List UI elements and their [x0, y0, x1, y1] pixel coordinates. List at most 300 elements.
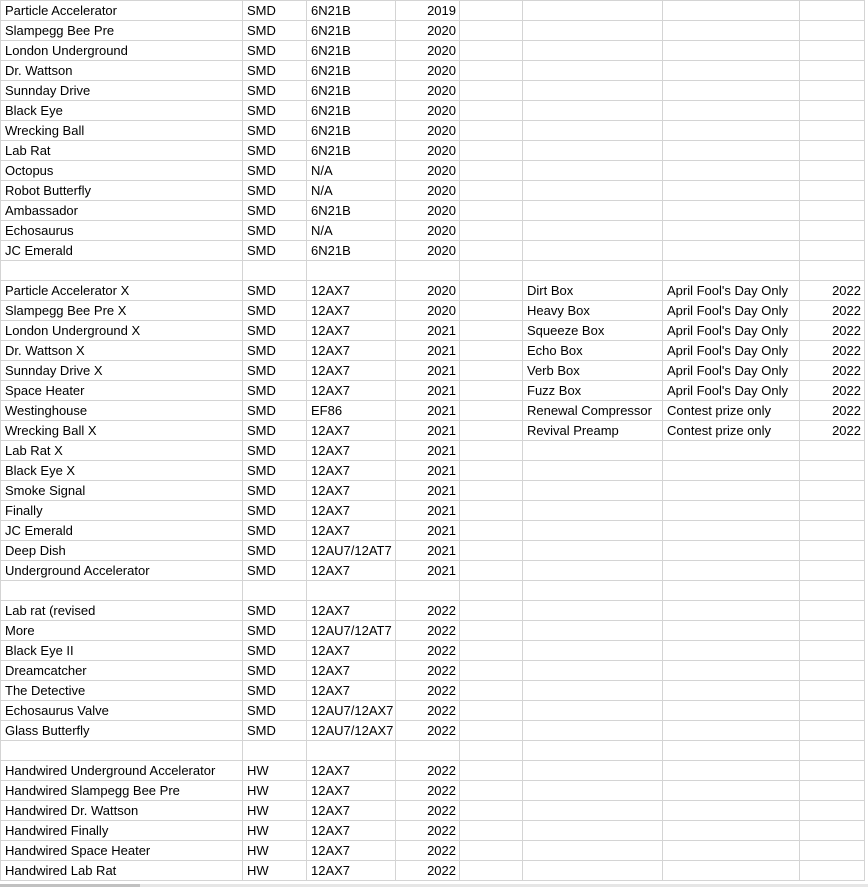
cell-special-name[interactable]	[523, 241, 663, 261]
cell-year[interactable]: 2020	[396, 121, 460, 141]
cell-pedal-name[interactable]: JC Emerald	[1, 241, 243, 261]
cell-year[interactable]: 2021	[396, 501, 460, 521]
cell-build-type[interactable]: SMD	[243, 381, 307, 401]
cell-pedal-name[interactable]: Dreamcatcher	[1, 661, 243, 681]
cell-special-year[interactable]	[800, 581, 865, 601]
cell-special-name[interactable]: Renewal Compressor	[523, 401, 663, 421]
cell-tube-type[interactable]: 12AX7	[307, 841, 396, 861]
cell-special-name[interactable]: Heavy Box	[523, 301, 663, 321]
cell-empty[interactable]	[460, 201, 523, 221]
cell-tube-type[interactable]	[307, 261, 396, 281]
cell-build-type[interactable]: SMD	[243, 201, 307, 221]
cell-pedal-name[interactable]: Black Eye II	[1, 641, 243, 661]
cell-special-name[interactable]	[523, 601, 663, 621]
cell-tube-type[interactable]: 12AU7/12AT7	[307, 621, 396, 641]
cell-empty[interactable]	[460, 21, 523, 41]
cell-tube-type[interactable]: 6N21B	[307, 21, 396, 41]
cell-special-name[interactable]	[523, 681, 663, 701]
cell-pedal-name[interactable]: Echosaurus Valve	[1, 701, 243, 721]
cell-tube-type[interactable]: 12AX7	[307, 341, 396, 361]
cell-special-note[interactable]	[663, 161, 800, 181]
cell-build-type[interactable]: HW	[243, 761, 307, 781]
cell-special-note[interactable]: Contest prize only	[663, 401, 800, 421]
cell-year[interactable]: 2020	[396, 21, 460, 41]
cell-special-note[interactable]	[663, 801, 800, 821]
cell-special-name[interactable]	[523, 801, 663, 821]
cell-special-note[interactable]	[663, 201, 800, 221]
cell-special-year[interactable]: 2022	[800, 341, 865, 361]
cell-special-name[interactable]	[523, 141, 663, 161]
cell-special-name[interactable]: Verb Box	[523, 361, 663, 381]
cell-build-type[interactable]: SMD	[243, 81, 307, 101]
cell-special-name[interactable]	[523, 101, 663, 121]
cell-special-year[interactable]: 2022	[800, 301, 865, 321]
cell-special-year[interactable]	[800, 521, 865, 541]
cell-build-type[interactable]: SMD	[243, 1, 307, 21]
cell-special-note[interactable]	[663, 121, 800, 141]
cell-special-year[interactable]	[800, 541, 865, 561]
cell-empty[interactable]	[460, 861, 523, 881]
cell-special-name[interactable]	[523, 701, 663, 721]
cell-empty[interactable]	[460, 121, 523, 141]
cell-pedal-name[interactable]: JC Emerald	[1, 521, 243, 541]
cell-tube-type[interactable]: 6N21B	[307, 241, 396, 261]
cell-special-year[interactable]: 2022	[800, 361, 865, 381]
cell-empty[interactable]	[460, 501, 523, 521]
cell-year[interactable]	[396, 581, 460, 601]
cell-pedal-name[interactable]: Ambassador	[1, 201, 243, 221]
cell-tube-type[interactable]: 12AX7	[307, 501, 396, 521]
cell-special-year[interactable]	[800, 21, 865, 41]
cell-special-name[interactable]	[523, 461, 663, 481]
cell-year[interactable]: 2022	[396, 861, 460, 881]
cell-tube-type[interactable]: 12AX7	[307, 381, 396, 401]
cell-special-name[interactable]: Revival Preamp	[523, 421, 663, 441]
cell-tube-type[interactable]: 6N21B	[307, 101, 396, 121]
cell-tube-type[interactable]: N/A	[307, 161, 396, 181]
cell-tube-type[interactable]	[307, 581, 396, 601]
cell-special-note[interactable]	[663, 581, 800, 601]
cell-special-note[interactable]	[663, 561, 800, 581]
cell-special-name[interactable]: Fuzz Box	[523, 381, 663, 401]
cell-build-type[interactable]	[243, 581, 307, 601]
cell-year[interactable]: 2019	[396, 1, 460, 21]
cell-build-type[interactable]: SMD	[243, 121, 307, 141]
cell-build-type[interactable]: SMD	[243, 61, 307, 81]
cell-empty[interactable]	[460, 561, 523, 581]
cell-pedal-name[interactable]: Westinghouse	[1, 401, 243, 421]
cell-year[interactable]: 2021	[396, 441, 460, 461]
cell-tube-type[interactable]: 12AX7	[307, 301, 396, 321]
cell-year[interactable]: 2021	[396, 561, 460, 581]
cell-empty[interactable]	[460, 741, 523, 761]
cell-special-name[interactable]	[523, 161, 663, 181]
cell-pedal-name[interactable]: Glass Butterfly	[1, 721, 243, 741]
cell-pedal-name[interactable]: Slampegg Bee Pre X	[1, 301, 243, 321]
cell-special-name[interactable]	[523, 661, 663, 681]
cell-empty[interactable]	[460, 421, 523, 441]
cell-special-note[interactable]	[663, 1, 800, 21]
cell-special-year[interactable]	[800, 801, 865, 821]
cell-empty[interactable]	[460, 701, 523, 721]
cell-tube-type[interactable]: 12AX7	[307, 421, 396, 441]
cell-special-name[interactable]	[523, 221, 663, 241]
cell-tube-type[interactable]: 12AX7	[307, 861, 396, 881]
cell-tube-type[interactable]: 6N21B	[307, 41, 396, 61]
cell-build-type[interactable]: SMD	[243, 141, 307, 161]
cell-build-type[interactable]: SMD	[243, 721, 307, 741]
cell-build-type[interactable]: HW	[243, 841, 307, 861]
cell-empty[interactable]	[460, 161, 523, 181]
cell-special-name[interactable]	[523, 721, 663, 741]
cell-tube-type[interactable]: 12AX7	[307, 801, 396, 821]
cell-empty[interactable]	[460, 441, 523, 461]
cell-special-name[interactable]	[523, 561, 663, 581]
cell-tube-type[interactable]: 12AX7	[307, 821, 396, 841]
cell-special-year[interactable]	[800, 861, 865, 881]
cell-pedal-name[interactable]: Wrecking Ball X	[1, 421, 243, 441]
cell-special-year[interactable]	[800, 121, 865, 141]
cell-year[interactable]: 2022	[396, 761, 460, 781]
cell-special-year[interactable]: 2022	[800, 401, 865, 421]
cell-pedal-name[interactable]: Octopus	[1, 161, 243, 181]
cell-special-name[interactable]	[523, 781, 663, 801]
cell-pedal-name[interactable]: Dr. Wattson X	[1, 341, 243, 361]
cell-pedal-name[interactable]: Echosaurus	[1, 221, 243, 241]
cell-pedal-name[interactable]: Lab rat (revised	[1, 601, 243, 621]
cell-special-name[interactable]	[523, 841, 663, 861]
cell-build-type[interactable]: HW	[243, 821, 307, 841]
cell-build-type[interactable]: SMD	[243, 461, 307, 481]
cell-tube-type[interactable]: 12AU7/12AX7	[307, 701, 396, 721]
cell-special-note[interactable]	[663, 601, 800, 621]
cell-special-note[interactable]	[663, 101, 800, 121]
cell-special-year[interactable]	[800, 41, 865, 61]
cell-special-note[interactable]	[663, 461, 800, 481]
cell-special-year[interactable]	[800, 201, 865, 221]
cell-special-year[interactable]	[800, 441, 865, 461]
cell-special-name[interactable]	[523, 741, 663, 761]
cell-empty[interactable]	[460, 801, 523, 821]
cell-empty[interactable]	[460, 781, 523, 801]
cell-special-year[interactable]	[800, 721, 865, 741]
cell-year[interactable]: 2020	[396, 141, 460, 161]
cell-year[interactable]: 2021	[396, 481, 460, 501]
cell-year[interactable]: 2021	[396, 361, 460, 381]
cell-special-year[interactable]	[800, 741, 865, 761]
cell-special-name[interactable]	[523, 821, 663, 841]
cell-year[interactable]: 2022	[396, 661, 460, 681]
cell-special-name[interactable]	[523, 581, 663, 601]
cell-empty[interactable]	[460, 681, 523, 701]
cell-year[interactable]: 2020	[396, 301, 460, 321]
cell-special-note[interactable]	[663, 261, 800, 281]
cell-build-type[interactable]: SMD	[243, 301, 307, 321]
cell-year[interactable]: 2021	[396, 381, 460, 401]
cell-special-name[interactable]	[523, 81, 663, 101]
cell-special-note[interactable]: April Fool's Day Only	[663, 381, 800, 401]
cell-year[interactable]: 2022	[396, 721, 460, 741]
cell-pedal-name[interactable]: Handwired Slampegg Bee Pre	[1, 781, 243, 801]
cell-special-year[interactable]: 2022	[800, 381, 865, 401]
cell-year[interactable]: 2022	[396, 801, 460, 821]
cell-special-year[interactable]	[800, 661, 865, 681]
cell-special-note[interactable]: April Fool's Day Only	[663, 341, 800, 361]
cell-empty[interactable]	[460, 281, 523, 301]
cell-empty[interactable]	[460, 361, 523, 381]
cell-special-year[interactable]	[800, 81, 865, 101]
cell-tube-type[interactable]: 12AU7/12AT7	[307, 541, 396, 561]
cell-build-type[interactable]	[243, 261, 307, 281]
cell-year[interactable]: 2020	[396, 241, 460, 261]
cell-special-note[interactable]	[663, 181, 800, 201]
cell-empty[interactable]	[460, 81, 523, 101]
cell-special-note[interactable]	[663, 821, 800, 841]
cell-year[interactable]: 2022	[396, 841, 460, 861]
cell-year[interactable]: 2022	[396, 641, 460, 661]
cell-special-name[interactable]	[523, 541, 663, 561]
cell-special-name[interactable]	[523, 61, 663, 81]
cell-empty[interactable]	[460, 641, 523, 661]
cell-year[interactable]: 2020	[396, 201, 460, 221]
cell-empty[interactable]	[460, 541, 523, 561]
cell-year[interactable]: 2021	[396, 421, 460, 441]
cell-special-name[interactable]: Squeeze Box	[523, 321, 663, 341]
cell-tube-type[interactable]: 12AX7	[307, 521, 396, 541]
cell-pedal-name[interactable]: Sunnday Drive X	[1, 361, 243, 381]
cell-special-note[interactable]	[663, 541, 800, 561]
cell-year[interactable]: 2022	[396, 701, 460, 721]
cell-special-note[interactable]	[663, 621, 800, 641]
cell-pedal-name[interactable]: Deep Dish	[1, 541, 243, 561]
cell-special-year[interactable]	[800, 481, 865, 501]
cell-empty[interactable]	[460, 521, 523, 541]
cell-build-type[interactable]: SMD	[243, 661, 307, 681]
cell-empty[interactable]	[460, 841, 523, 861]
cell-empty[interactable]	[460, 181, 523, 201]
cell-empty[interactable]	[460, 101, 523, 121]
cell-tube-type[interactable]: 12AX7	[307, 601, 396, 621]
cell-build-type[interactable]: SMD	[243, 361, 307, 381]
cell-year[interactable]: 2021	[396, 541, 460, 561]
cell-empty[interactable]	[460, 1, 523, 21]
cell-year[interactable]: 2022	[396, 681, 460, 701]
cell-special-year[interactable]: 2022	[800, 281, 865, 301]
cell-pedal-name[interactable]: Handwired Finally	[1, 821, 243, 841]
cell-special-year[interactable]	[800, 241, 865, 261]
cell-tube-type[interactable]: 12AX7	[307, 481, 396, 501]
cell-build-type[interactable]: SMD	[243, 341, 307, 361]
cell-tube-type[interactable]: EF86	[307, 401, 396, 421]
cell-pedal-name[interactable]: Finally	[1, 501, 243, 521]
cell-tube-type[interactable]: 6N21B	[307, 81, 396, 101]
cell-special-year[interactable]	[800, 641, 865, 661]
cell-year[interactable]	[396, 741, 460, 761]
cell-special-name[interactable]	[523, 21, 663, 41]
cell-special-note[interactable]	[663, 241, 800, 261]
cell-build-type[interactable]: SMD	[243, 421, 307, 441]
cell-special-name[interactable]	[523, 41, 663, 61]
cell-pedal-name[interactable]: Black Eye	[1, 101, 243, 121]
cell-empty[interactable]	[460, 401, 523, 421]
cell-special-note[interactable]	[663, 21, 800, 41]
cell-special-note[interactable]	[663, 721, 800, 741]
cell-tube-type[interactable]: 12AX7	[307, 321, 396, 341]
cell-build-type[interactable]: SMD	[243, 181, 307, 201]
cell-special-year[interactable]	[800, 101, 865, 121]
cell-tube-type[interactable]: 12AX7	[307, 641, 396, 661]
cell-empty[interactable]	[460, 761, 523, 781]
cell-build-type[interactable]: SMD	[243, 161, 307, 181]
cell-special-year[interactable]	[800, 701, 865, 721]
cell-special-note[interactable]	[663, 661, 800, 681]
cell-build-type[interactable]: SMD	[243, 501, 307, 521]
cell-tube-type[interactable]: 12AX7	[307, 661, 396, 681]
cell-empty[interactable]	[460, 661, 523, 681]
cell-special-note[interactable]: April Fool's Day Only	[663, 361, 800, 381]
cell-build-type[interactable]: SMD	[243, 21, 307, 41]
cell-year[interactable]: 2022	[396, 601, 460, 621]
cell-empty[interactable]	[460, 321, 523, 341]
cell-tube-type[interactable]: 12AX7	[307, 281, 396, 301]
cell-year[interactable]: 2021	[396, 521, 460, 541]
cell-special-year[interactable]	[800, 181, 865, 201]
cell-special-note[interactable]	[663, 681, 800, 701]
cell-year[interactable]: 2020	[396, 61, 460, 81]
cell-pedal-name[interactable]: Handwired Lab Rat	[1, 861, 243, 881]
cell-pedal-name[interactable]: Robot Butterfly	[1, 181, 243, 201]
cell-pedal-name[interactable]: Handwired Underground Accelerator	[1, 761, 243, 781]
cell-special-note[interactable]	[663, 441, 800, 461]
cell-tube-type[interactable]: N/A	[307, 181, 396, 201]
cell-build-type[interactable]: SMD	[243, 441, 307, 461]
cell-build-type[interactable]: SMD	[243, 521, 307, 541]
cell-year[interactable]: 2020	[396, 41, 460, 61]
cell-empty[interactable]	[460, 301, 523, 321]
cell-special-note[interactable]: April Fool's Day Only	[663, 281, 800, 301]
cell-tube-type[interactable]: 12AX7	[307, 561, 396, 581]
cell-build-type[interactable]: SMD	[243, 641, 307, 661]
cell-special-note[interactable]	[663, 221, 800, 241]
cell-year[interactable]: 2020	[396, 221, 460, 241]
cell-year[interactable]: 2021	[396, 321, 460, 341]
cell-special-name[interactable]	[523, 641, 663, 661]
cell-special-name[interactable]	[523, 501, 663, 521]
cell-build-type[interactable]: SMD	[243, 561, 307, 581]
cell-tube-type[interactable]: 12AX7	[307, 441, 396, 461]
cell-pedal-name[interactable]: More	[1, 621, 243, 641]
cell-special-year[interactable]	[800, 781, 865, 801]
cell-year[interactable]: 2021	[396, 401, 460, 421]
cell-special-note[interactable]	[663, 61, 800, 81]
cell-empty[interactable]	[460, 41, 523, 61]
cell-pedal-name[interactable]: Smoke Signal	[1, 481, 243, 501]
cell-empty[interactable]	[460, 821, 523, 841]
cell-pedal-name[interactable]	[1, 581, 243, 601]
cell-special-name[interactable]	[523, 521, 663, 541]
cell-build-type[interactable]: SMD	[243, 701, 307, 721]
cell-special-year[interactable]	[800, 621, 865, 641]
cell-empty[interactable]	[460, 221, 523, 241]
cell-build-type[interactable]: SMD	[243, 541, 307, 561]
cell-special-note[interactable]	[663, 781, 800, 801]
cell-empty[interactable]	[460, 621, 523, 641]
cell-empty[interactable]	[460, 381, 523, 401]
cell-special-note[interactable]	[663, 501, 800, 521]
cell-build-type[interactable]: SMD	[243, 601, 307, 621]
cell-year[interactable]: 2022	[396, 621, 460, 641]
cell-special-year[interactable]: 2022	[800, 321, 865, 341]
cell-special-name[interactable]: Dirt Box	[523, 281, 663, 301]
cell-tube-type[interactable]: 12AX7	[307, 681, 396, 701]
cell-special-year[interactable]	[800, 461, 865, 481]
cell-build-type[interactable]: SMD	[243, 241, 307, 261]
cell-tube-type[interactable]: 12AX7	[307, 781, 396, 801]
cell-empty[interactable]	[460, 241, 523, 261]
cell-special-name[interactable]	[523, 1, 663, 21]
cell-tube-type[interactable]: 6N21B	[307, 61, 396, 81]
cell-special-note[interactable]	[663, 481, 800, 501]
cell-year[interactable]	[396, 261, 460, 281]
cell-pedal-name[interactable]: Wrecking Ball	[1, 121, 243, 141]
cell-empty[interactable]	[460, 721, 523, 741]
cell-pedal-name[interactable]	[1, 741, 243, 761]
cell-tube-type[interactable]: 12AX7	[307, 761, 396, 781]
cell-pedal-name[interactable]: London Underground X	[1, 321, 243, 341]
cell-special-year[interactable]	[800, 141, 865, 161]
cell-special-note[interactable]	[663, 861, 800, 881]
cell-special-note[interactable]: Contest prize only	[663, 421, 800, 441]
cell-pedal-name[interactable]: Underground Accelerator	[1, 561, 243, 581]
cell-special-note[interactable]	[663, 761, 800, 781]
cell-pedal-name[interactable]: Dr. Wattson	[1, 61, 243, 81]
cell-pedal-name[interactable]: Particle Accelerator X	[1, 281, 243, 301]
cell-special-year[interactable]	[800, 1, 865, 21]
cell-special-year[interactable]	[800, 681, 865, 701]
cell-empty[interactable]	[460, 481, 523, 501]
cell-tube-type[interactable]	[307, 741, 396, 761]
cell-pedal-name[interactable]: Sunnday Drive	[1, 81, 243, 101]
cell-pedal-name[interactable]: London Underground	[1, 41, 243, 61]
cell-build-type[interactable]: SMD	[243, 221, 307, 241]
cell-special-year[interactable]	[800, 821, 865, 841]
cell-special-note[interactable]	[663, 41, 800, 61]
cell-empty[interactable]	[460, 261, 523, 281]
cell-pedal-name[interactable]: Particle Accelerator	[1, 1, 243, 21]
cell-empty[interactable]	[460, 581, 523, 601]
cell-pedal-name[interactable]: Slampegg Bee Pre	[1, 21, 243, 41]
cell-build-type[interactable]: HW	[243, 781, 307, 801]
cell-tube-type[interactable]: 6N21B	[307, 121, 396, 141]
cell-build-type[interactable]: SMD	[243, 101, 307, 121]
cell-tube-type[interactable]: 12AX7	[307, 361, 396, 381]
cell-build-type[interactable]: SMD	[243, 41, 307, 61]
cell-build-type[interactable]: SMD	[243, 681, 307, 701]
cell-special-note[interactable]	[663, 641, 800, 661]
cell-tube-type[interactable]: N/A	[307, 221, 396, 241]
cell-special-note[interactable]: April Fool's Day Only	[663, 321, 800, 341]
cell-tube-type[interactable]: 6N21B	[307, 1, 396, 21]
cell-special-note[interactable]	[663, 141, 800, 161]
cell-special-name[interactable]	[523, 261, 663, 281]
cell-empty[interactable]	[460, 341, 523, 361]
cell-empty[interactable]	[460, 461, 523, 481]
cell-special-year[interactable]	[800, 561, 865, 581]
cell-tube-type[interactable]: 6N21B	[307, 201, 396, 221]
cell-build-type[interactable]: SMD	[243, 321, 307, 341]
cell-empty[interactable]	[460, 601, 523, 621]
cell-special-year[interactable]	[800, 601, 865, 621]
